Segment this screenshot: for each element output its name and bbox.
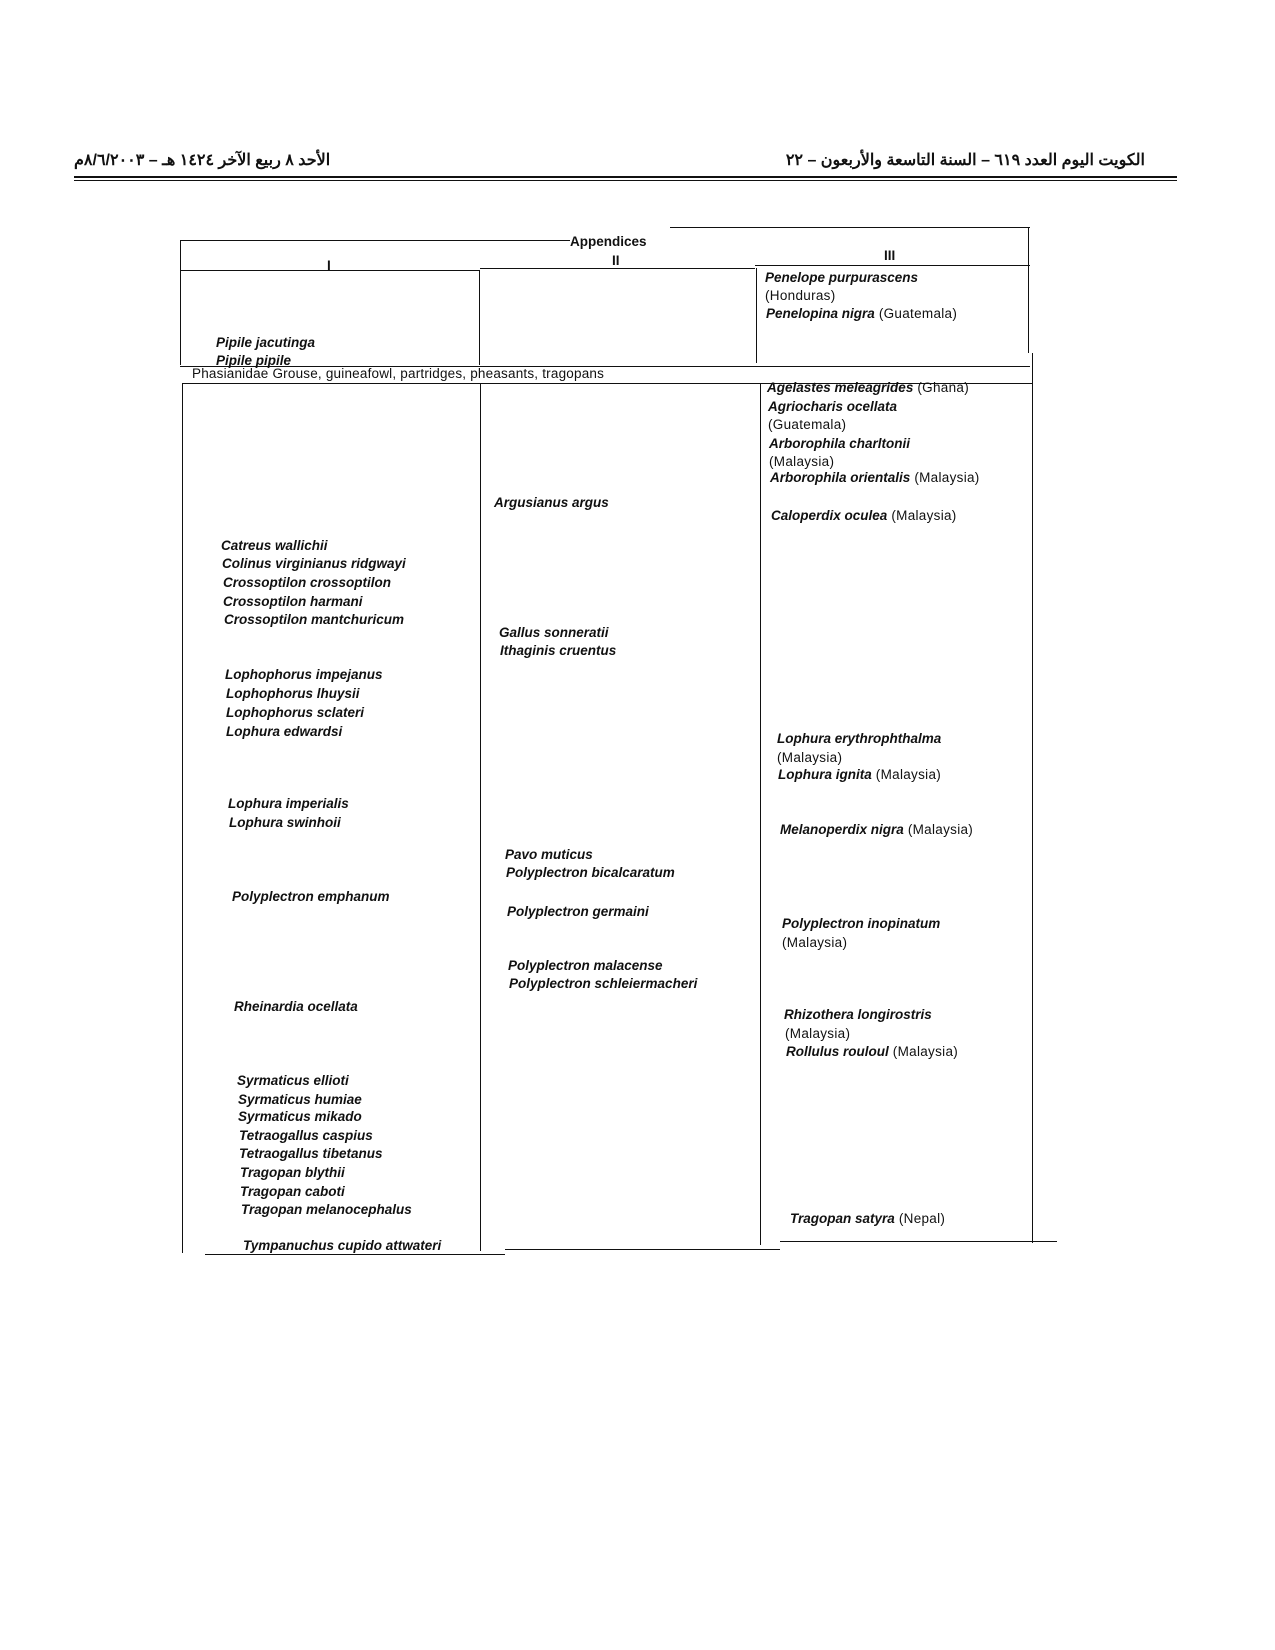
- appendix-iii-entry: [768, 415, 846, 434]
- species-name: Tragopan blythii: [240, 1165, 345, 1180]
- appendix-iii-entry: [778, 765, 941, 784]
- species-name: Ithaginis cruentus: [500, 643, 617, 658]
- country-note: (Malaysia): [769, 454, 835, 469]
- species-name: Lophura imperialis: [228, 796, 349, 811]
- appendix-i-entry: [216, 351, 291, 370]
- species-name: Lophura ignita: [778, 767, 872, 782]
- appendix-i-entry: [226, 703, 364, 722]
- species-name: Lophophorus impejanus: [225, 667, 383, 682]
- col-divider-1-lower: [480, 383, 481, 1251]
- appendix-iii-entry: [786, 1042, 958, 1061]
- country-note: (Malaysia): [903, 822, 974, 837]
- appendix-iii-entry: [784, 1005, 932, 1024]
- species-name: Caloperdix oculea: [771, 508, 888, 523]
- species-name: Tetraogallus tibetanus: [239, 1146, 383, 1161]
- appendix-iii-entry: [766, 304, 957, 323]
- appendix-ii-entry: [500, 641, 616, 660]
- appendix-iii-entry: [768, 397, 897, 416]
- appendix-iii-entry: [790, 1209, 945, 1228]
- appendix-iii-entry: [782, 914, 940, 933]
- appendix-iii-entry: [782, 933, 847, 952]
- appendix-i-entry: [221, 536, 328, 555]
- appendix-i-entry: [240, 1163, 345, 1182]
- column-header-iii: III: [884, 248, 896, 263]
- appendix-i-entry: [223, 592, 363, 611]
- appendix-i-entry: [226, 684, 360, 703]
- species-name: Melanoperdix nigra: [780, 822, 904, 837]
- appendix-i-entry: [238, 1107, 362, 1126]
- appendix-ii-entry: [508, 956, 663, 975]
- appendix-iii-entry: [770, 468, 980, 487]
- appendix-i-entry: [241, 1200, 412, 1219]
- species-name: Tragopan melanocephalus: [241, 1202, 412, 1217]
- species-name: Syrmaticus ellioti: [237, 1073, 349, 1088]
- country-note: (Malaysia): [782, 935, 848, 950]
- column-header-ii: II: [612, 253, 620, 268]
- country-note: (Guatemala): [768, 417, 847, 432]
- appendix-iii-entry: [765, 268, 918, 287]
- species-name: Syrmaticus humiae: [238, 1092, 362, 1107]
- col-divider-2-upper: [756, 268, 757, 363]
- appendix-i-entry: [223, 573, 391, 592]
- appendix-iii-entry: [765, 286, 836, 305]
- appendix-ii-entry: [499, 623, 609, 642]
- species-name: Argusianus argus: [494, 495, 609, 510]
- species-name: Crossoptilon harmani: [223, 594, 363, 609]
- species-name: Penelope purpurascens: [765, 270, 919, 285]
- species-name: Tympanuchus cupido attwateri: [243, 1238, 442, 1253]
- appendix-ii-entry: [494, 493, 609, 512]
- appendix-ii-entry: [506, 863, 675, 882]
- species-name: Tragopan satyra: [790, 1211, 895, 1226]
- appendix-iii-entry: [777, 729, 941, 748]
- species-name: Arborophila charltonii: [769, 436, 911, 451]
- species-name: Polyplectron emphanum: [232, 889, 390, 904]
- table-title: Appendices: [570, 234, 647, 249]
- country-note: (Nepal): [894, 1211, 946, 1226]
- species-name: Polyplectron malacense: [508, 958, 663, 973]
- species-name: Polyplectron germaini: [507, 904, 649, 919]
- species-name: Polyplectron schleiermacheri: [509, 976, 698, 991]
- country-note: (Malaysia): [871, 767, 942, 782]
- appendix-iii-entry: [780, 820, 973, 839]
- country-note: (Honduras): [765, 288, 836, 303]
- species-name: Tetraogallus caspius: [239, 1128, 373, 1143]
- col-divider-1-upper: [479, 270, 480, 365]
- species-name: Catreus wallichii: [221, 538, 328, 553]
- species-name: Penelopina nigra: [766, 306, 875, 321]
- species-name: Pipile pipile: [216, 353, 292, 368]
- appendix-i-entry: [240, 1182, 345, 1201]
- appendix-iii-entry: [785, 1024, 850, 1043]
- species-name: Syrmaticus mikado: [238, 1109, 362, 1124]
- table-right-border-lower: [1032, 353, 1033, 1243]
- appendix-i-entry: [225, 665, 383, 684]
- species-name: Agriocharis ocellata: [768, 399, 898, 414]
- species-name: Crossoptilon mantchuricum: [224, 612, 405, 627]
- country-note: (Guatemala): [874, 306, 958, 321]
- col-divider-2-lower: [760, 383, 761, 1245]
- appendix-ii-entry: [505, 845, 593, 864]
- table-left-border-lower: [182, 383, 183, 1253]
- appendix-i-entry: [237, 1071, 349, 1090]
- table-top-rule-right: [670, 227, 1030, 228]
- species-name: Agelastes meleagrides: [767, 380, 914, 395]
- appendix-i-entry: [232, 887, 390, 906]
- table-bottom-rule-2: [505, 1249, 780, 1250]
- species-name: Pavo muticus: [505, 847, 593, 862]
- appendix-i-entry: [239, 1126, 373, 1145]
- table-right-border-top: [1028, 227, 1029, 353]
- country-note: (Malaysia): [888, 1044, 959, 1059]
- appendix-iii-entry: [771, 506, 957, 525]
- country-note: (Malaysia): [887, 508, 957, 523]
- species-name: Rhizothera longirostris: [784, 1007, 932, 1022]
- appendix-iii-entry: [767, 378, 969, 397]
- appendix-i-entry: [228, 794, 349, 813]
- appendix-i-entry: [226, 722, 342, 741]
- table-left-border-top: [180, 240, 181, 365]
- appendix-i-entry: [239, 1144, 383, 1163]
- species-name: Polyplectron inopinatum: [782, 916, 941, 931]
- species-name: Tragopan caboti: [240, 1184, 345, 1199]
- appendix-i-entry: [216, 333, 315, 352]
- appendix-ii-entry: [509, 974, 697, 993]
- appendix-i-entry: [222, 554, 406, 573]
- species-name: Colinus virginianus ridgwayi: [222, 556, 406, 571]
- appendix-ii-entry: [507, 902, 649, 921]
- species-name: Lophura edwardsi: [226, 724, 343, 739]
- header-date: الأحد ٨ ربيع الآخر ١٤٢٤ هـ – ٨/٦/٢٠٠٣م: [74, 152, 331, 169]
- appendix-i-entry: [234, 997, 358, 1016]
- header-bottom-rule-3: [755, 265, 1030, 266]
- country-note: (Malaysia): [910, 470, 980, 485]
- species-name: Arborophila orientalis: [770, 470, 911, 485]
- appendix-i-entry: [243, 1236, 441, 1255]
- species-name: Lophura erythrophthalma: [777, 731, 942, 746]
- table-top-rule-left: [180, 240, 570, 241]
- family-row: Phasianidae Grouse, guineafowl, partridges, pheasants, tragopans: [192, 366, 605, 381]
- species-name: Lophura swinhoii: [229, 815, 341, 830]
- species-name: Lophophorus sclateri: [226, 705, 365, 720]
- header-bottom-rule-2: [480, 268, 755, 269]
- country-note: (Ghana): [913, 380, 970, 395]
- species-name: Rheinardia ocellata: [234, 999, 358, 1014]
- species-name: Gallus sonneratii: [499, 625, 609, 640]
- species-name: Rollulus rouloul: [786, 1044, 889, 1059]
- species-name: Pipile jacutinga: [216, 335, 316, 350]
- appendix-i-entry: [229, 813, 341, 832]
- country-note: (Malaysia): [777, 750, 843, 765]
- species-name: Polyplectron bicalcaratum: [506, 865, 675, 880]
- species-name: Crossoptilon crossoptilon: [223, 575, 392, 590]
- appendix-iii-entry: [769, 434, 910, 453]
- header-issue-info: الكويت اليوم العدد ٦١٩ – السنة التاسعة والأربعون – ٢٢: [785, 152, 1145, 169]
- species-name: Lophophorus lhuysii: [226, 686, 360, 701]
- appendix-i-entry: [224, 610, 404, 629]
- country-note: (Malaysia): [785, 1026, 851, 1041]
- column-header-i: I: [327, 258, 331, 273]
- table-bottom-rule-3: [780, 1241, 1057, 1242]
